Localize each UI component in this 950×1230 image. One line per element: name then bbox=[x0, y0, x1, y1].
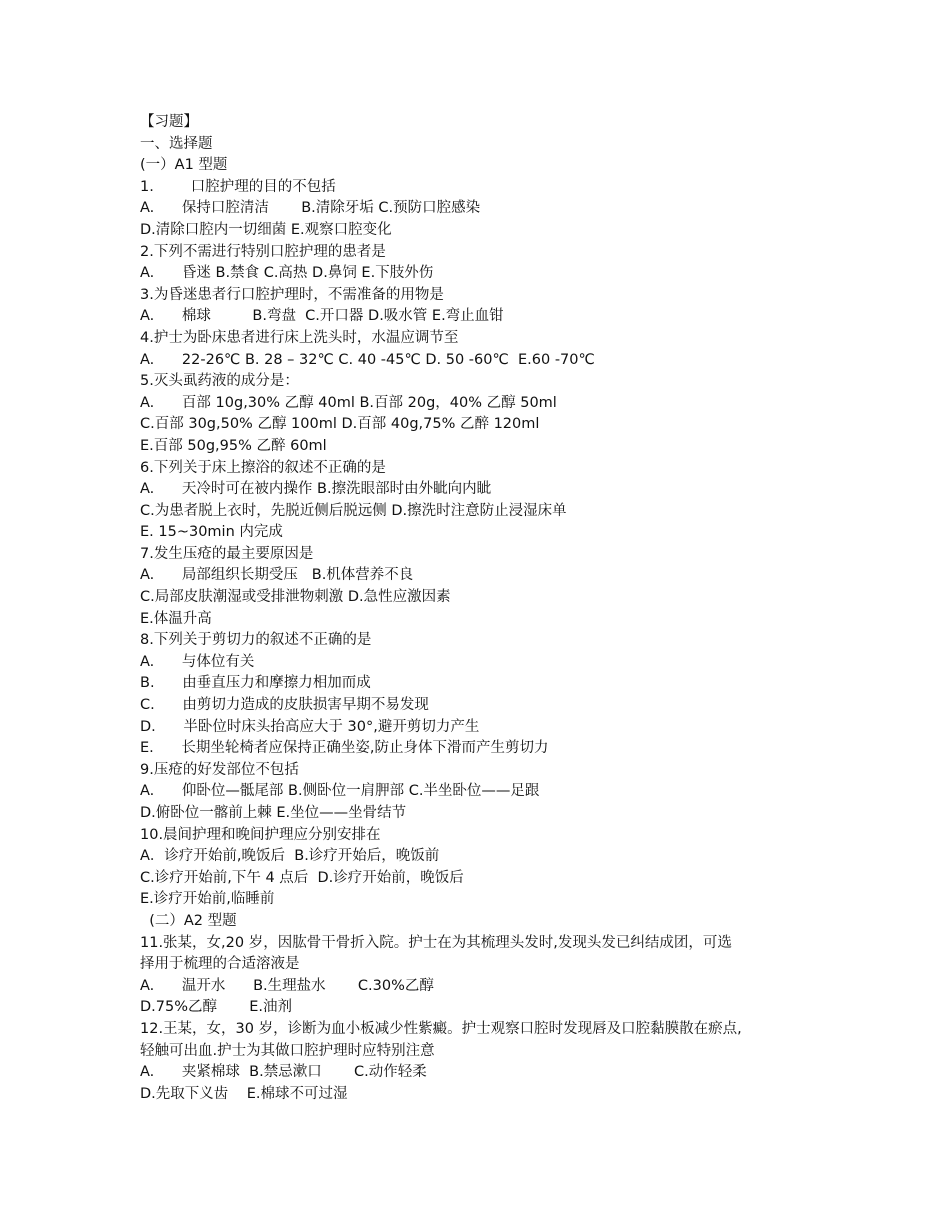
document-line: D. 半卧位时床头抬高应大于 30°,避开剪切力产生 bbox=[140, 718, 480, 735]
document-line: A. 夹紧棉球 B.禁忌漱口 C.动作轻柔 bbox=[140, 1064, 427, 1081]
document-line: 11.张某，女,20 岁，因肱骨干骨折入院。护士在为其梳理头发时,发现头发已纠结成团，可选 bbox=[140, 934, 732, 951]
document-line: 5.灭头虱药液的成分是： bbox=[140, 373, 299, 390]
document-line: 1. 口腔护理的目的不包括 bbox=[140, 178, 336, 195]
document-line: C.百部 30g,50% 乙醇 100ml D.百部 40g,75% 乙醉 120ml bbox=[140, 416, 540, 433]
document-line: 2.下列不需进行特别口腔护理的患者是 bbox=[140, 243, 386, 260]
document-line: D.先取下义齿 E.棉球不可过湿 bbox=[140, 1085, 348, 1102]
document-line: A. 天冷时可在被内操作 B.擦洗眼部时由外眦向内眦 bbox=[140, 481, 492, 498]
document-line: A. 温开水 B.生理盐水 C.30%乙醇 bbox=[140, 977, 434, 994]
document-line: A. 昏迷 B.禁食 C.高热 D.鼻饲 E.下肢外伤 bbox=[140, 265, 434, 282]
document-line: E.体温升高 bbox=[140, 610, 212, 627]
document-line: D.75%乙醇 E.油剂 bbox=[140, 999, 293, 1016]
document-line: 8.下列关于剪切力的叙述不正确的是 bbox=[140, 632, 372, 649]
document-line: C. 由剪切力造成的皮肤损害早期不易发现 bbox=[140, 697, 429, 714]
document-line: A. 棉球 B.弯盘 C.开口器 D.吸水管 E.弯止血钳 bbox=[140, 308, 504, 325]
document-line: E.百部 50g,95% 乙醉 60ml bbox=[140, 437, 327, 454]
document-line: A．诊疗开始前,晚饭后 B.诊疗开始后，晚饭前 bbox=[140, 848, 440, 865]
document-body bbox=[140, 112, 840, 1105]
document-line: C.诊疗开始前,下午 4 点后 D.诊疗开始前，晚饭后 bbox=[140, 869, 464, 886]
document-line: A. 保持口腔清洁 B.清除牙垢 C.预防口腔感染 bbox=[140, 200, 481, 217]
document-line: E. 15~30min 内完成 bbox=[140, 524, 283, 541]
document-line: A. 22-26℃ B. 28 – 32℃ C. 40 -45℃ D. 50 -60℃ E.60 -70℃ bbox=[140, 351, 595, 368]
document-line: (二）A2 型题 bbox=[140, 912, 237, 929]
document-line: A. 局部组织长期受压 B.机体营养不良 bbox=[140, 567, 414, 584]
document-line: 7.发生压疮的最主要原因是 bbox=[140, 545, 314, 562]
document-line: D.清除口腔内一切细菌 E.观察口腔变化 bbox=[140, 221, 392, 238]
document-line: 10.晨间护理和晚间护理应分别安排在 bbox=[140, 826, 381, 843]
document-line: B. 由垂直压力和摩擦力相加而成 bbox=[140, 675, 371, 692]
document-line: E. 长期坐轮椅者应保持正确坐姿,防止身体下滑而产生剪切力 bbox=[140, 740, 549, 757]
document-line: (一）A1 型题 bbox=[140, 157, 228, 174]
document-line: 9.压疮的好发部位不包括 bbox=[140, 761, 299, 778]
document-line: 轻触可出血.护士为其做口腔护理时应特别注意 bbox=[140, 1042, 435, 1059]
document-line: 6.下列关于床上擦浴的叙述不正确的是 bbox=[140, 459, 386, 476]
document-line: C.为患者脱上衣时，先脱近侧后脱远侧 D.擦洗时注意防止浸湿床单 bbox=[140, 502, 567, 519]
document-line: 3.为昏迷患者行口腔护理时，不需准备的用物是 bbox=[140, 286, 444, 303]
document-line: 择用于梳理的合适溶液是 bbox=[140, 956, 300, 973]
document-line: 【习题】 bbox=[140, 114, 198, 130]
document-line: D.俯卧位一髂前上棘 E.坐位——坐骨结节 bbox=[140, 805, 407, 821]
document-line: 4.护士为卧床患者进行床上洗头时，水温应调节至 bbox=[140, 329, 459, 346]
document-line: A. 仰卧位—骶尾部 B.侧卧位一肩胛部 C.半坐卧位——足跟 bbox=[140, 783, 540, 800]
document-line: E.诊疗开始前,临睡前 bbox=[140, 891, 275, 908]
document-line: A. 与体位有关 bbox=[140, 653, 255, 670]
document-line: A. 百部 10g,30% 乙醇 40ml B.百部 20g，40% 乙醇 50ml bbox=[140, 394, 557, 411]
document-line: 12.王某，女，30 岁，诊断为血小板减少性紫癜。护士观察口腔时发现唇及口腔黏膜散在瘀点, bbox=[140, 1020, 742, 1037]
document-line: C.局部皮肤潮湿或受排泄物刺激 D.急性应激因素 bbox=[140, 589, 451, 606]
document-line: 一、选择题 bbox=[140, 135, 213, 152]
